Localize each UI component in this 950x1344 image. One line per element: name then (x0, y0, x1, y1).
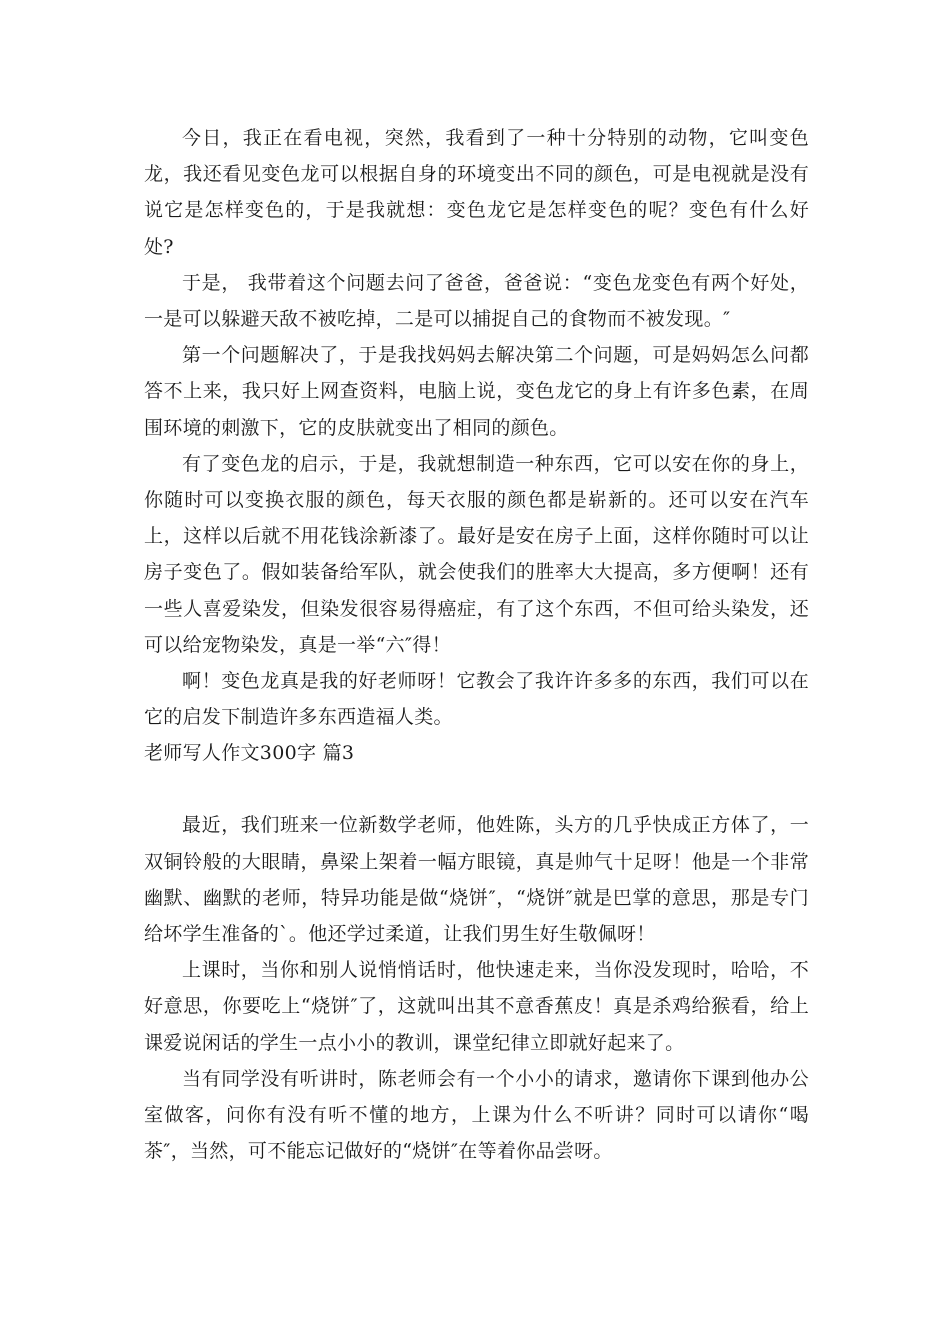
paragraph: 当有同学没有听讲时，陈老师会有一个小小的请求，邀请你下课到他办公室做客，问你有没有听不懂的地方，上课为什么不听讲？同时可以请你“喝茶″，当然，可不能忘记做好的“烧饼″在等着你品尝呀。 (144, 1067, 809, 1163)
paragraph: 有了变色龙的启示，于是，我就想制造一种东西，它可以安在你的身上，你随时可以变换衣服的颜色，每天衣服的颜色都是崭新的。还可以安在汽车上，这样以后就不用花钱涂新漆了。最好是安在房子上面，这样你随时可以让房子变色了。假如装备给军队，就会使我们的胜率大大提高，多方便啊！还有一些人喜爱染发，但染发很容易得癌症，有了这个东西，不但可给头染发，还可以给宠物染发，真是一举“六″得！ (144, 452, 809, 656)
document-body (144, 120, 809, 1169)
paragraph: 于是， 我带着这个问题去问了爸爸，爸爸说：“变色龙变色有两个好处，一是可以躲避天敌不被吃掉，二是可以捕捉自己的食物而不被发现。″ (144, 271, 809, 331)
paragraph: 啊！变色龙真是我的好老师呀！它教会了我许许多多的东西，我们可以在它的启发下制造许多东西造福人类。 (144, 670, 809, 729)
spacer (144, 771, 809, 807)
paragraph: 今日，我正在看电视，突然，我看到了一种十分特别的动物，它叫变色龙，我还看见变色龙可以根据自身的环境变出不同的颜色，可是电视就是没有说它是怎样变色的，于是我就想：变色龙它是怎样变色的呢？变色有什么好处? (144, 127, 809, 258)
paragraph: 最近，我们班来一位新数学老师，他姓陈，头方的几乎快成正方体了，一双铜铃般的大眼睛，鼻梁上架着一幅方眼镜，真是帅气十足呀！他是一个非常幽默、幽默的老师，特异功能是做“烧饼″，“烧饼″就是巴掌的意思，那是专门给坏学生准备的`。他还学过柔道，让我们男生好生敬佩呀！ (144, 814, 809, 946)
paragraph: 第一个问题解决了，于是我找妈妈去解决第二个问题，可是妈妈怎么问都答不上来，我只好上网查资料，电脑上说，变色龙它的身上有许多色素，在周围环境的刺激下，它的皮肤就变出了相同的颜色。 (144, 344, 809, 439)
paragraph: 上课时，当你和别人说悄悄话时，他快速走来，当你没发现时，哈哈，不好意思，你要吃上“烧饼″了，这就叫出其不意香蕉皮！真是杀鸡给猴看，给上课爱说闲话的学生一点小小的教训，课堂纪律立即就好起来了。 (144, 959, 809, 1054)
section-title: 老师写人作文300字 篇3 (144, 742, 355, 765)
